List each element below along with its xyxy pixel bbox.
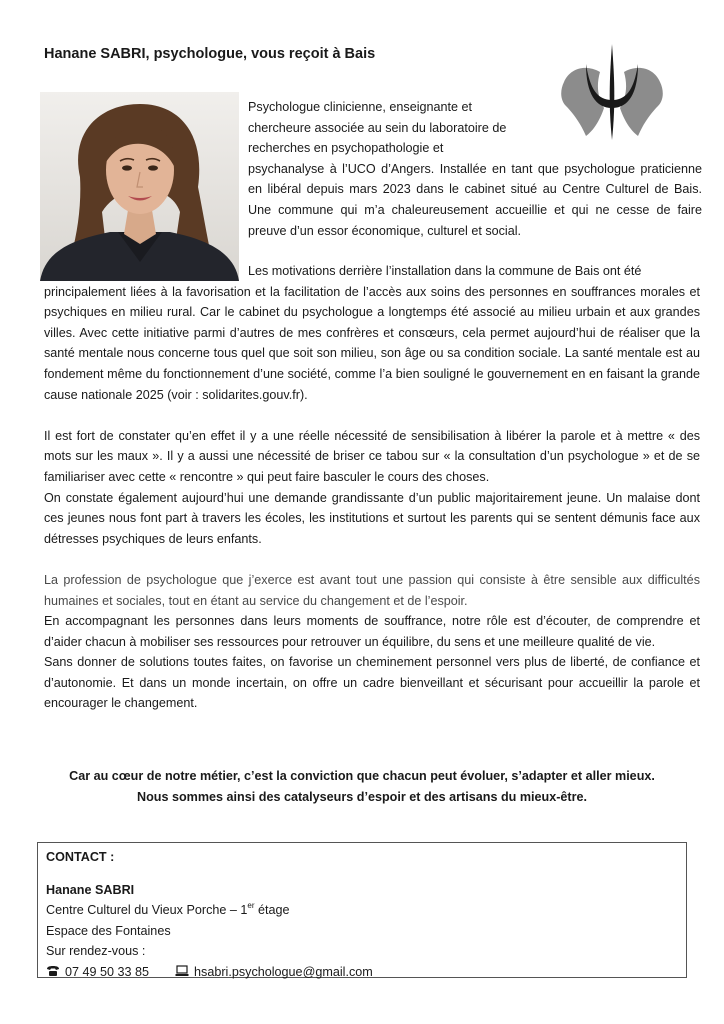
address-text: Centre Culturel du Vieux Porche – 1 (46, 903, 248, 917)
intro-block (248, 97, 702, 241)
contact-address (46, 900, 678, 921)
intro-line: Psychologue clinicienne, enseignante et (248, 100, 473, 114)
computer-icon (175, 965, 189, 977)
contact-appointment: Sur rendez-vous : (46, 944, 146, 958)
youth-paragraph: On constate également aujourd’hui une demande grandissante d’un public majoritairement jeune. Un malaise dont ces jeunes nous font part à travers les écoles, les institutions et surtout les parents qui se sentent démunis face aux détresses psychiques de leurs enfants. (44, 490, 700, 546)
phone-number[interactable]: 07 49 50 33 85 (65, 964, 150, 979)
page-title: Hanane SABRI, psychologue, vous reçoit à Bais (44, 46, 376, 62)
portrait-photo (40, 92, 239, 281)
awareness-paragraph: Il est fort de constater qu’en effet il y a une réelle nécessité de sensibilisation à libérer la parole et à mettre « des mots sur les maux ». Il y a aussi une nécessité de briser ce tabou sur « la consultation d’un psychologue » et de se familiariser avec cette « rencontre » qui peut faire basculer le cours des choses. (44, 428, 700, 484)
email-address[interactable]: hsabri.psychologue@gmail.com (194, 964, 373, 979)
intro-line: chercheure associée au sein du laboratoire de (248, 120, 507, 135)
contact-heading: CONTACT : (46, 850, 115, 864)
conclusion-line: Car au cœur de notre métier, c’est la conviction que chacun peut évoluer, s’adapter et aller mieux. (69, 769, 655, 783)
intro-paragraph: psychanalyse à l’UCO d’Angers. Installée en tant que psychologue praticienne en libéral depuis mars 2023 dans le cabinet situé au Centre Culturel de Bais. Une commune qui m’a chaleureusement accueillie et qui ne cesse de faire preuve d’un essor économique, culturel et social. (248, 161, 702, 238)
motivation-first-line: Les motivations derrière l’installation dans la commune de Bais ont été (248, 264, 642, 278)
conclusion (44, 766, 680, 807)
address-superscript: er (247, 901, 255, 910)
contact-name: Hanane SABRI (46, 882, 135, 897)
intro-line: recherches en psychopathologie et (248, 141, 444, 156)
contact-line (46, 962, 678, 983)
contact-box (37, 842, 687, 978)
contact-place: Espace des Fontaines (46, 923, 171, 938)
solutions-paragraph: Sans donner de solutions toutes faites, on favorise un cheminement personnel vers plus de liberté, de confiance et d’autonomie. Et dans un monde incertain, on offre un cadre bienveillant et sécurisant pour accueillir la parole et encourager le changement. (44, 655, 700, 711)
phone-icon (46, 965, 60, 977)
accompany-paragraph: En accompagnant les personnes dans leurs moments de souffrance, notre rôle est d’écouter, de comprendre et d’aider chacun à mobiliser ses ressources pour retrouver un équilibre, du sens et une meilleure qualité de vie. (44, 614, 700, 649)
main-text (44, 261, 700, 714)
address-floor: étage (254, 903, 290, 917)
conclusion-line: Nous sommes ainsi des catalyseurs d’espoir et des artisans du mieux-être. (136, 789, 588, 804)
motivation-paragraph: principalement liées à la favorisation et la facilitation de l’accès aux soins des personnes en souffrances morales et psychiques en milieu rural. Car le cabinet du psychologue a longtemps été associé au milieu urbain et aux grandes villes. Avec cette initiative parmi d’autres de mes confrères et consœurs, cela permet aujourd’hui de réaliser que la santé mentale nous concerne tous quel que soit son milieu, son âge ou sa condition sociale. La santé mentale est au fondement même du fonctionnement d’une société, comme l’a bien souligné le gouvernement en en faisant la grande cause nationale 2025 (voir : solidarites.gouv.fr). (44, 284, 700, 402)
profession-paragraph: La profession de psychologue que j’exerce est avant tout une passion qui consiste à être sensible aux difficultés humaines et sociales, tout en étant au service du changement et de l’espoir. (44, 572, 700, 608)
